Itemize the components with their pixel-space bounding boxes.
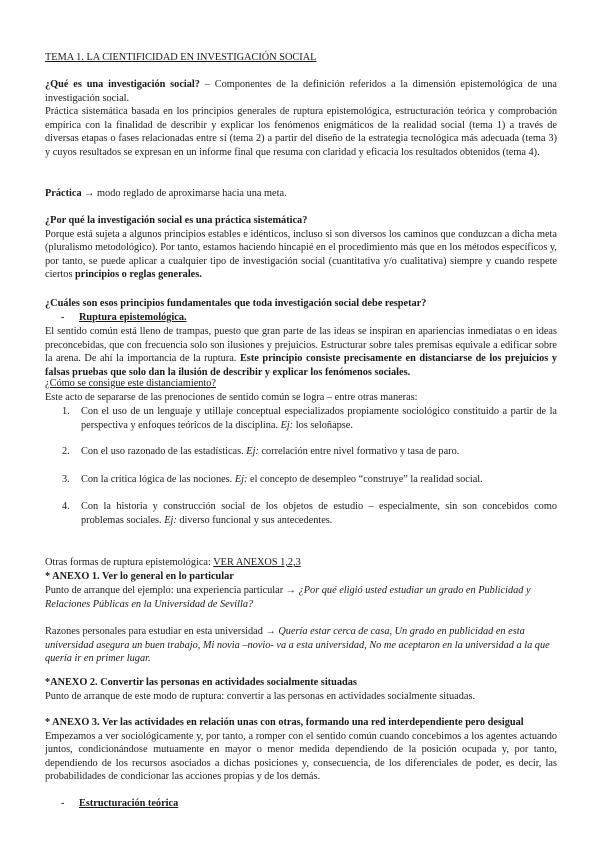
- list-number: 4.: [62, 501, 70, 512]
- annex-2-text: Punto de arranque de este modo de ruptura: convertir a las personas en actividades socialmente situadas.: [45, 690, 476, 702]
- question-heading: ¿Qué es una investigación social?: [45, 79, 200, 90]
- list-ej: Ej:: [246, 446, 259, 457]
- annex-2-block: [45, 676, 557, 703]
- bullet-dash: -: [61, 312, 65, 323]
- annex-3-block: [45, 716, 557, 784]
- list-ej: Ej:: [280, 419, 294, 431]
- annex-3-title: * ANEXO 3. Ver las actividades en relación unas con otras, formando una red interdependiente pero desigual: [45, 717, 524, 728]
- list-item: [62, 445, 557, 459]
- list-ej: Ej:: [164, 514, 177, 526]
- list-rest: el concepto de desempleo “construye” la realidad social.: [247, 474, 483, 485]
- ruptura-bold: Este principio consiste precisamente en distanciarse de los prejuicios y falsas pruebas que solo dan la ilusión de describir y explicar los fenómenos sociales.: [45, 353, 557, 378]
- bullet-dash: -: [61, 798, 65, 809]
- question-heading: ¿Por qué la investigación social es una práctica sistemática?: [45, 215, 308, 226]
- practica-text: → modo reglado de aproximarse hacia una meta.: [81, 188, 287, 199]
- sistematica-bold: principios o reglas generales.: [75, 269, 202, 281]
- page-title: TEMA 1. LA CIENTIFICIDAD EN INVESTIGACIÓN SOCIAL: [45, 52, 317, 63]
- list-item: [62, 473, 557, 487]
- list-number: 1.: [62, 406, 70, 417]
- annex-link[interactable]: VER ANEXOS 1,2,3: [213, 557, 301, 568]
- list-rest: correlación entre nivel formativo y tasa de paro.: [258, 446, 460, 457]
- section-definition: [45, 78, 557, 160]
- list-text: Con el uso razonado de las estadísticas.: [81, 446, 247, 457]
- ruptura-paragraph: El sentido común está lleno de trampas, puesto que gran parte de las ideas se inspiran en apariencias inmediatas o en ideas preconcebidas, que con frecuencia solo son ilusiones y prejuicios. Estructurar sobre tales premisas equivale a edificar sobre la arena. De ahí la importancia de la ruptura.: [45, 326, 557, 365]
- list-item: [62, 405, 557, 432]
- list-number: 2.: [62, 446, 70, 457]
- list-ej: Ej:: [234, 474, 248, 485]
- annex-1-reasons: Razones personales para estudiar en esta universidad →: [45, 626, 279, 637]
- annex-3-text: Empezamos a ver sociológicamente y, por tanto, a romper con el sentido común cuando concebimos a los agentes actuando juntos, condicionándose mutuamente en mayor o menor medida dependiendo de la posición ocupada y, por tanto, dependiendo de los recursos asociados a dichas posiciones y, consecuencia, de los diferenciales de poder, es decir, las probabilidades de condicionar las acciones propias y de los demás.: [45, 730, 557, 783]
- list-rest: los seloñapse.: [293, 419, 353, 431]
- annex-1-question: ¿Por qué eligió usted estudiar un grado en Publicidad y Relaciones Públicas en la Universidad de Sevilla?: [45, 585, 531, 610]
- annex-1-reasons-block: [45, 625, 557, 666]
- annex-1-text: Punto de arranque del ejemplo: una experiencia particular →: [45, 585, 299, 596]
- annex-intro-text: Otras formas de ruptura epistemológica:: [45, 557, 214, 568]
- section-principios-heading: [45, 297, 557, 311]
- practica-line: [45, 187, 557, 201]
- list-number: 3.: [62, 474, 70, 485]
- annex-2-title: *ANEXO 2. Convertir las personas en actividades socialmente situadas: [45, 677, 357, 688]
- question-rest: – Componentes de la definición referidos a la dimensión epistemológica de una investigación social.: [45, 79, 557, 104]
- subheading-text: Ruptura epistemológica.: [79, 312, 187, 323]
- list-text: Con la crítica lógica de las nociones.: [81, 474, 235, 485]
- ruptura-paragraph-block: [45, 325, 557, 379]
- annex-1-reasons-list: Quería estar cerca de casa, Un grado en publicidad en esta universidad asegura un buen trabajo, Mi novia –novio- va a esta universidad, No me aceptaron en la universidad a la que quería ir en primer lugar.: [45, 626, 550, 665]
- question-heading: ¿Cómo se consigue este distanciamiento?: [45, 378, 216, 389]
- practica-label: Práctica: [45, 188, 82, 199]
- distanciamiento-intro: Este acto de separarse de las prenociones de sentido común se logra – entre otras maneras:: [45, 391, 418, 403]
- annex-1-text-block: [45, 584, 557, 611]
- question-heading: ¿Cuáles son esos principios fundamentales que toda investigación social debe respetar?: [45, 298, 427, 309]
- section-distanciamiento: [45, 377, 557, 404]
- subheading-text: Estructuración teórica: [79, 798, 179, 809]
- sistematica-paragraph: Porque está sujeta a algunos principios estables e idénticos, incluso si son diversos los caminos que conduzcan a dicha meta (pluralismo metodológico). Por tanto, estamos haciendo hincapié en el procedimiento más que en los métodos específicos y, por tanto, se puede aplicar a cualquier tipo de investigación social (cuantitativa y/o cualitativa) siempre y cuando respete ciertos: [45, 228, 557, 281]
- list-text: Con la historia y construcción social de los objetos de estudio – especialmente, sin son concebidos como problemas sociales.: [81, 501, 557, 526]
- list-rest: diverso funcional y sus antecedentes.: [176, 514, 333, 526]
- section-sistematica: [45, 214, 557, 282]
- annex-intro: [45, 556, 557, 583]
- definition-paragraph: Práctica sistemática basada en los principios generales de ruptura epistemológica, estructuración teórica y comprobación empírica con la finalidad de describir y explicar los fenómenos enigmáticos de la realidad social (tema 1) a través de diversas etapas o fases relacionadas entre sí (tema 2) a partir del diseño de la estrategia tecnológica más adecuada (tema 3) y cuyos resultados se expresan en un informe final que resuma con claridad y eficacia los resultados obtenidos (tema 4).: [45, 106, 557, 158]
- annex-1-title: * ANEXO 1. Ver lo general en lo particular: [45, 570, 234, 582]
- list-item: [62, 500, 557, 527]
- list-text: Con el uso de un lenguaje y utillaje conceptual especializados propiamente sociológico constituido a partir de la perspectiva y enfoques teóricos de la disciplina.: [81, 406, 557, 431]
